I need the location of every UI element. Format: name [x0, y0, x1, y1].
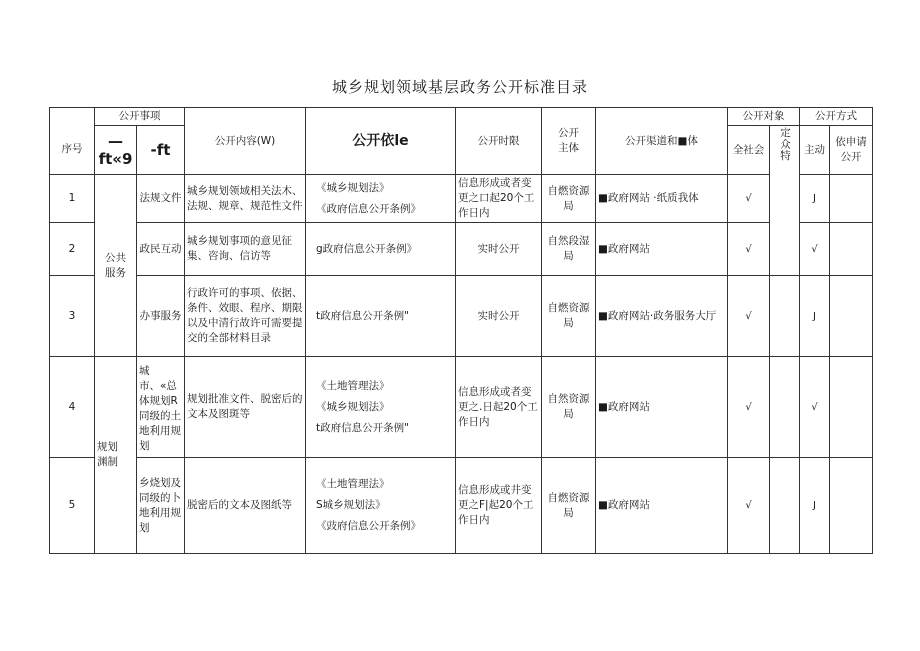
item-channel: ■政府网站	[596, 223, 728, 276]
item-content: 行政许可的事项、依据、条件、效眼、程序、期限以及中清行故许可需要提交的全部材料目录	[185, 276, 306, 357]
item-limit: 实时公开	[456, 276, 542, 357]
mark-zhudong: J	[800, 175, 830, 223]
item-name: 法规文件	[137, 175, 185, 223]
cell-yishenqing	[830, 357, 873, 458]
page-title: 城乡规划领域基层政务公开标准目录	[331, 78, 588, 96]
check-quanshehui: √	[728, 357, 770, 458]
cell-yishenqing	[830, 276, 873, 357]
item-basis: t政府信息公开条例"	[306, 276, 456, 357]
cell-yishenqing	[830, 458, 873, 554]
mark-zhudong: J	[800, 276, 830, 357]
table-row	[50, 357, 873, 458]
table-row	[50, 458, 873, 554]
item-name: 政民互动	[137, 223, 185, 276]
item-content: 城乡规划事项的意见征集、咨询、信访等	[185, 223, 306, 276]
item-limit: 信息形成或者变更之口起20个工作日内	[456, 175, 542, 223]
row-number: 5	[50, 458, 95, 554]
item-channel: ■政府网站 ·纸质我体	[596, 175, 728, 223]
item-name: 乡烧划及同级的卜地利用规划	[137, 458, 185, 554]
group-gonggong-fuwu: 公共 服务	[95, 175, 137, 357]
cell-dingzhong	[770, 458, 800, 554]
catalog-table	[49, 107, 873, 554]
row-number: 2	[50, 223, 95, 276]
header-row-top	[50, 108, 873, 126]
row-number: 4	[50, 357, 95, 458]
item-basis: 《城乡规划法》 《政府信息公开条例》	[306, 175, 456, 223]
header-neirong: 公开内容(W)	[185, 108, 306, 175]
item-subject: 自然段湿 局	[542, 223, 596, 276]
item-limit: 实时公开	[456, 223, 542, 276]
header-xuhao-top	[50, 108, 95, 126]
check-quanshehui: √	[728, 223, 770, 276]
item-channel: ■政府网站·政务服务大厅	[596, 276, 728, 357]
item-subject: 自燃资源 局	[542, 276, 596, 357]
header-xuhao: 序号	[50, 126, 95, 175]
header-fangshi: 公开方式	[800, 108, 873, 126]
item-basis: 《土地管理法》 《城乡规划法》 t政府信息公开条例"	[306, 357, 456, 458]
item-name: 办事服务	[137, 276, 185, 357]
group-guihua: 规划 渊制	[95, 357, 137, 554]
header-zhuti: 公开 主体	[542, 108, 596, 175]
item-basis: 《土地管理法》 S城乡规划法》 《豉府信息公开条例》	[306, 458, 456, 554]
header-shixian: 公开时限	[456, 108, 542, 175]
item-channel: ■政府网站	[596, 458, 728, 554]
mark-zhudong: √	[800, 357, 830, 458]
header-dingzhong	[770, 126, 800, 276]
item-subject: 自燃资源 局	[542, 458, 596, 554]
table-row	[50, 223, 873, 276]
header-zhudong: 主动	[800, 126, 830, 175]
row-number: 1	[50, 175, 95, 223]
item-content: 城乡规划领域相关法木、法规、规章、规范性文件	[185, 175, 306, 223]
item-subject: 自燃资源 局	[542, 175, 596, 223]
header-qudao: 公开渠道和■体	[596, 108, 728, 175]
header-yiji: — ft«9	[95, 126, 137, 175]
header-yiju: 公开依le	[306, 108, 456, 175]
mark-zhudong: √	[800, 223, 830, 276]
header-gongkai-shixiang: 公开事项	[95, 108, 185, 126]
header-erji: -ft	[137, 126, 185, 175]
cell-yishenqing	[830, 223, 873, 276]
check-quanshehui: √	[728, 276, 770, 357]
header-yishenqing: 依申请公开	[830, 126, 873, 175]
item-content: 脱密后的文本及图纸等	[185, 458, 306, 554]
item-subject: 自然资源 局	[542, 357, 596, 458]
item-channel: ■政府网站	[596, 357, 728, 458]
row-number: 3	[50, 276, 95, 357]
cell-yishenqing	[830, 175, 873, 223]
cell-dingzhong	[770, 276, 800, 357]
cell-dingzhong	[770, 357, 800, 458]
mark-zhudong: J	[800, 458, 830, 554]
check-quanshehui: √	[728, 175, 770, 223]
item-limit: 信息形成或井变更之F|起20个工作日内	[456, 458, 542, 554]
check-quanshehui: √	[728, 458, 770, 554]
header-quanshehui: 全社会	[728, 126, 770, 175]
item-content: 规划批准文件、脱密后的文本及图斑等	[185, 357, 306, 458]
header-duixiang: 公开对象	[728, 108, 800, 126]
item-limit: 信息形成或者变更之.日起20个工作日内	[456, 357, 542, 458]
header-dingzhong-label: 定众特	[779, 127, 791, 162]
item-basis: g政府信息公开条例》	[306, 223, 456, 276]
table-row	[50, 175, 873, 223]
table-row	[50, 276, 873, 357]
item-name: 城市、«总体规划R同级的土地利用规划	[137, 357, 185, 458]
